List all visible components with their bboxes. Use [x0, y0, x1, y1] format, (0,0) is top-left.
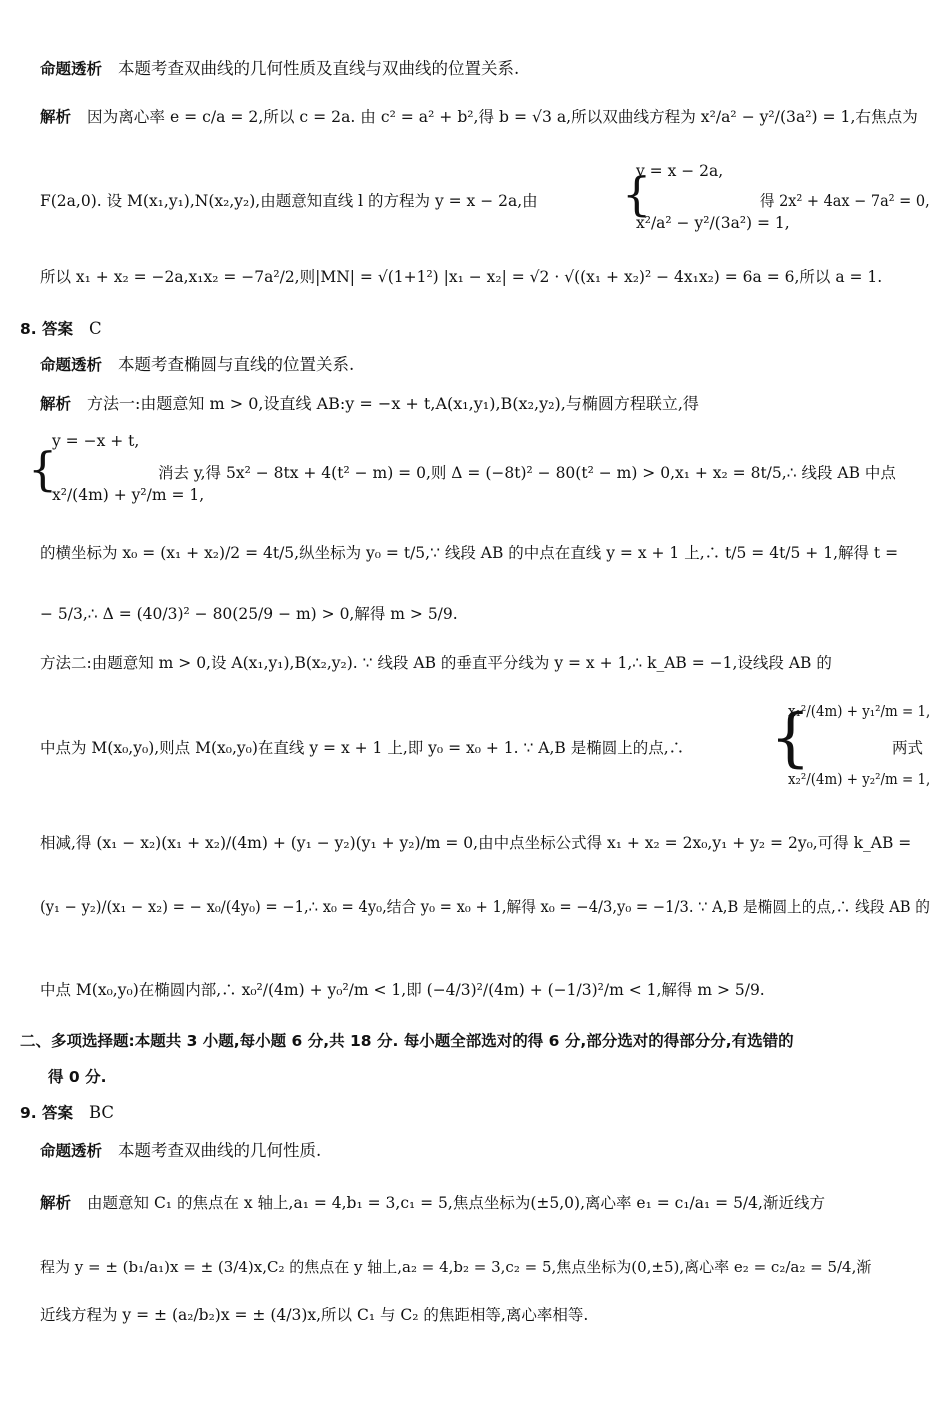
q7-system-eq-2: x²/a² − y²/(3a²) = 1,: [636, 214, 790, 232]
q9-cut-off-line-container: [0, 1306, 950, 1326]
q9-analysis-line-2: 程为 y = ± (b₁/a₁)x = ± (3/4)x,C₂ 的焦点在 y 轴上,a₂ = 4,b₂ = 3,c₂ = 5,焦点坐标为(0,±5),离心率 e₂ = c₂/a₂ = 5/4,渐: [40, 1258, 872, 1276]
answer-label: 答案: [41, 1104, 73, 1122]
q8-m1-system-brace: {: [28, 442, 58, 496]
section2-heading-line-2: 得 0 分.: [48, 1068, 107, 1086]
q9-answer-line: [20, 1102, 114, 1124]
q9-analysis-line-3-cut: 近线方程为 y = ± (a₂/b₂)x = ± (4/3)x,所以 C₁ 与 C₂ 的焦距相等,离心率相等.: [40, 1306, 589, 1324]
topic-label: 命题透析: [40, 60, 103, 78]
q7-topic-line: [40, 58, 519, 80]
q7-analysis-text-1: 因为离心率 e = c/a = 2,所以 c = 2a. 由 c² = a² + b²,得 b = √3 a,所以双曲线方程为 x²/a² − y²/(3a²) = 1,右焦点为: [87, 108, 918, 126]
q8-m2-system-eq-1: x₁²/(4m) + y₁²/m = 1,: [788, 702, 931, 720]
analysis-label: 解析: [40, 108, 72, 126]
q8-method2-line-2b: 两式: [892, 739, 924, 757]
q8-method1-text-1: 方法一:由题意知 m > 0,设直线 AB:y = −x + t,A(x₁,y₁),B(x₂,y₂),与椭圆方程联立,得: [87, 394, 699, 413]
topic-label: 命题透析: [40, 356, 103, 374]
q8-method2-line-2: 中点为 M(x₀,y₀),则点 M(x₀,y₀)在直线 y = x + 1 上,即 y₀ = x₀ + 1. ∵ A,B 是椭圆上的点,∴: [40, 739, 685, 757]
q7-system-brace: {: [622, 167, 652, 221]
q8-m1-system-eq-1: y = −x + t,: [52, 432, 140, 450]
q7-analysis-line-3: 所以 x₁ + x₂ = −2a,x₁x₂ = −7a²/2,则|MN| = √(1+1²) |x₁ − x₂| = √2 · √((x₁ + x₂)² − 4x₁x₂) = 6a = 6,所以 a = 1.: [40, 268, 883, 286]
q8-method2-line-1: 方法二:由题意知 m > 0,设 A(x₁,y₁),B(x₂,y₂). ∵ 线段 AB 的垂直平分线为 y = x + 1,∴ k_AB = −1,设线段 AB 的: [40, 654, 832, 672]
q7-analysis-line-1: [40, 106, 918, 128]
q9-number: 9.: [20, 1104, 37, 1122]
q7-analysis-line-2b: 得 2x² + 4ax − 7a² = 0,: [760, 192, 930, 210]
q8-method2-line-5: 中点 M(x₀,y₀)在椭圆内部,∴ x₀²/(4m) + y₀²/m < 1,即 (−4/3)²/(4m) + (−1/3)²/m < 1,解得 m > 5/9.: [40, 981, 765, 999]
q8-answer-value: C: [88, 319, 102, 338]
topic-label: 命题透析: [40, 1142, 103, 1160]
q8-method2-line-4: (y₁ − y₂)/(x₁ − x₂) = − x₀/(4y₀) = −1,∴ x₀ = 4y₀,结合 y₀ = x₀ + 1,解得 x₀ = −4/3,y₀ = −1/3. ∵ A,B 是椭圆上的点,∴ 线段 AB 的: [40, 898, 930, 916]
q7-system-eq-1: y = x − 2a,: [636, 162, 724, 180]
analysis-label: 解析: [40, 1194, 72, 1212]
q8-answer-line: [20, 318, 102, 340]
q8-m2-system-brace: {: [770, 701, 811, 775]
q8-topic-line: [40, 354, 354, 376]
q8-method1-line-3: 的横坐标为 x₀ = (x₁ + x₂)/2 = 4t/5,纵坐标为 y₀ = t/5,∵ 线段 AB 的中点在直线 y = x + 1 上,∴ t/5 = 4t/5 + 1,解得 t =: [40, 544, 899, 562]
q9-topic-text: 本题考查双曲线的几何性质.: [118, 1141, 322, 1160]
q9-analysis-text-1: 由题意知 C₁ 的焦点在 x 轴上,a₁ = 4,b₁ = 3,c₁ = 5,焦点坐标为(±5,0),离心率 e₁ = c₁/a₁ = 5/4,渐近线方: [87, 1194, 825, 1212]
q9-topic-line: [40, 1140, 321, 1162]
q9-analysis-line-1: [40, 1192, 825, 1214]
q8-method1-line-1: [40, 393, 699, 415]
q8-m2-system-eq-2: x₂²/(4m) + y₂²/m = 1,: [788, 770, 931, 788]
q9-answer-value: BC: [88, 1103, 115, 1122]
q7-topic-text: 本题考查双曲线的几何性质及直线与双曲线的位置关系.: [118, 59, 520, 78]
q8-method1-line-4: − 5/3,∴ Δ = (40/3)² − 80(25/9 − m) > 0,解得 m > 5/9.: [40, 605, 458, 623]
q8-method2-line-3: 相减,得 (x₁ − x₂)(x₁ + x₂)/(4m) + (y₁ − y₂)(y₁ + y₂)/m = 0,由中点坐标公式得 x₁ + x₂ = 2x₀,y₁ + y₂ = 2y₀,可得 k_AB =: [40, 834, 912, 852]
analysis-label: 解析: [40, 395, 72, 413]
section2-heading-line-1: 二、多项选择题:本题共 3 小题,每小题 6 分,共 18 分. 每小题全部选对的得 6 分,部分选对的得部分分,有选错的: [20, 1032, 794, 1050]
q7-analysis-line-2: F(2a,0). 设 M(x₁,y₁),N(x₂,y₂),由题意知直线 l 的方程为 y = x − 2a,由: [40, 192, 538, 210]
q8-m1-system-eq-2: x²/(4m) + y²/m = 1,: [52, 486, 205, 504]
q8-method1-line-2: 消去 y,得 5x² − 8tx + 4(t² − m) = 0,则 Δ = (−8t)² − 80(t² − m) > 0,x₁ + x₂ = 8t/5,∴ 线段 AB 中点: [158, 464, 896, 482]
q8-topic-text: 本题考查椭圆与直线的位置关系.: [118, 355, 355, 374]
q8-number: 8.: [20, 320, 37, 338]
answer-label: 答案: [41, 320, 73, 338]
